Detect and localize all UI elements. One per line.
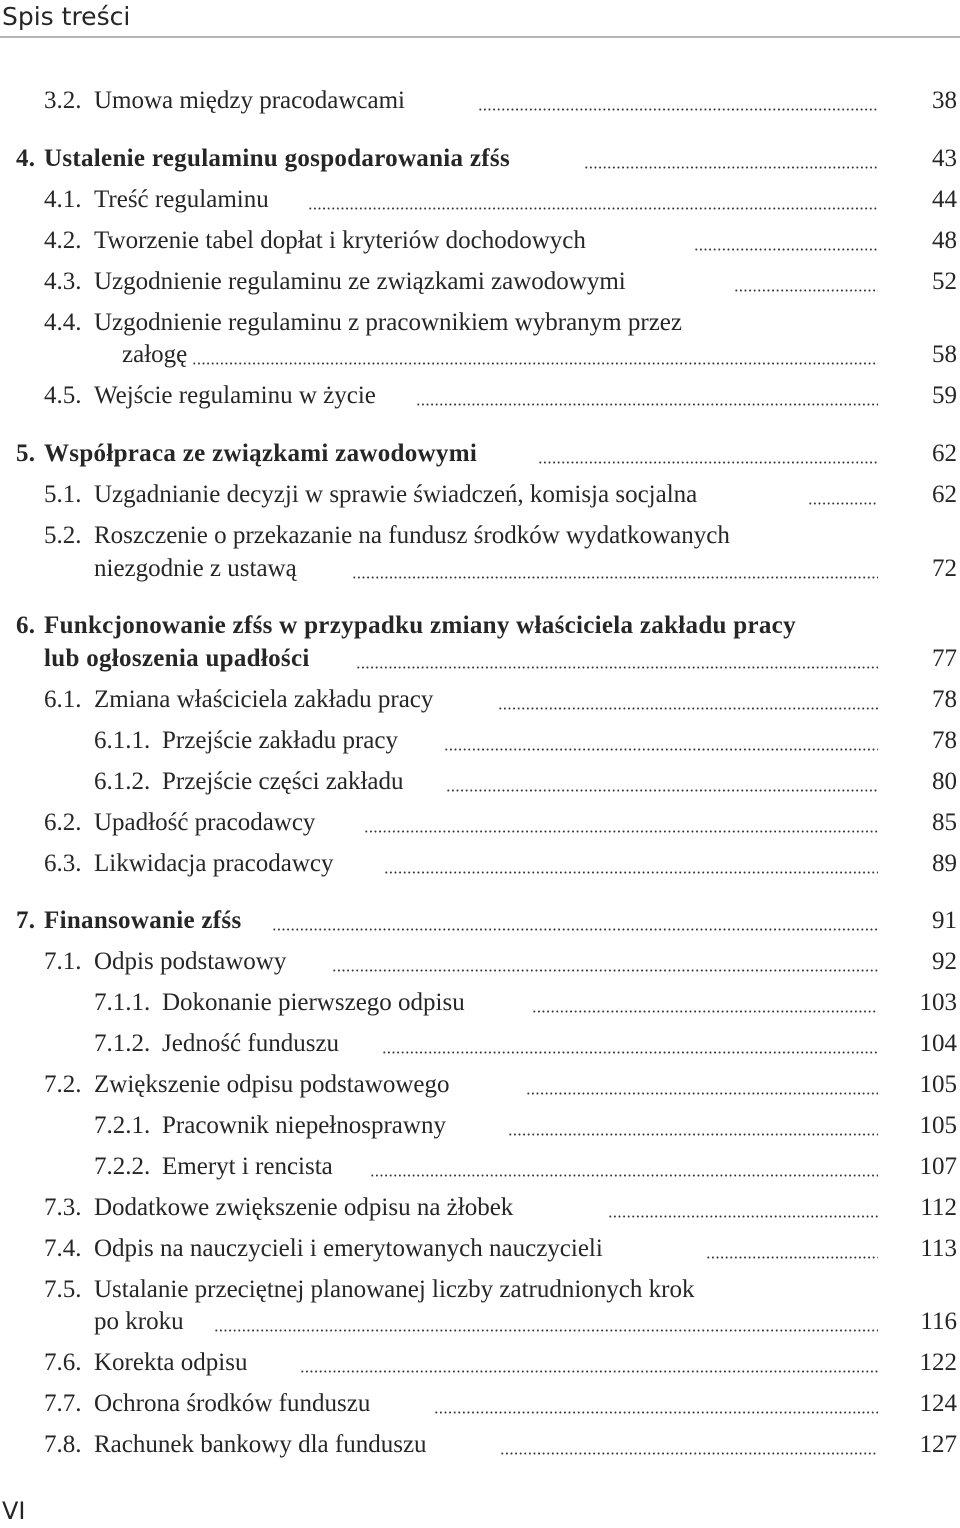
toc-entry-page: 104 (919, 1030, 957, 1057)
toc-entry-title: Odpis podstawowy (94, 948, 287, 975)
dot-leader (444, 748, 878, 751)
toc-chapter (0, 437, 960, 471)
toc-entry-page: 112 (920, 1194, 957, 1221)
toc-entry (0, 1387, 960, 1421)
dot-leader (808, 502, 878, 505)
toc-entry-continuation (0, 338, 960, 372)
toc-entry-number: 5.2. (44, 522, 82, 549)
toc-entry (0, 478, 960, 512)
toc-entry-page: 92 (932, 948, 957, 975)
toc-entry (0, 1150, 960, 1184)
toc-entry (0, 724, 960, 758)
toc-entry-title: Rachunek bankowy dla funduszu (94, 1431, 427, 1458)
toc-entry (0, 519, 960, 553)
toc-entry-continuation (0, 552, 960, 586)
toc-entry-number: 6.3. (44, 850, 82, 877)
toc-entry-number: 6.2. (44, 809, 82, 836)
toc-chapter (0, 904, 960, 938)
toc-entry-page: 59 (932, 382, 957, 409)
dot-leader (498, 707, 878, 710)
toc-entry-continuation (0, 1305, 960, 1339)
toc-entry-number: 7.4. (44, 1235, 82, 1262)
toc-entry-title: Upadłość pracodawcy (94, 809, 316, 836)
toc-entry-page: 38 (932, 87, 957, 114)
dot-leader (508, 1133, 878, 1136)
toc-entry-continuation (0, 642, 960, 676)
dot-leader (332, 969, 878, 972)
toc-entry-number: 4.1. (44, 186, 82, 213)
toc-entry-number: 7.2. (44, 1071, 82, 1098)
toc-entry (0, 306, 960, 340)
toc-entry-title: Dodatkowe zwiększenie odpisu na żłobek (94, 1194, 514, 1221)
toc-entry-number: 6. (16, 612, 36, 639)
toc-entry-page: 52 (932, 268, 957, 295)
dot-leader (500, 1452, 878, 1455)
toc-entry (0, 1273, 960, 1307)
toc-entry-number: 4.4. (44, 309, 82, 336)
toc-entry-title: Współpraca ze związkami zawodowymi (44, 440, 478, 467)
dot-leader (608, 1215, 878, 1218)
dot-leader (538, 461, 878, 464)
toc-entry-page: 124 (919, 1390, 957, 1417)
toc-entry-number: 6.1. (44, 686, 82, 713)
toc-entry-number: 7. (16, 907, 36, 934)
toc-entry-page: 80 (932, 768, 957, 795)
toc-entry-title-line2: po kroku (94, 1308, 184, 1335)
dot-leader (382, 1051, 878, 1054)
toc-entry-number: 4.2. (44, 227, 82, 254)
toc-entry (0, 265, 960, 299)
toc-entry (0, 183, 960, 217)
toc-entry-page: 72 (932, 555, 957, 582)
toc-entry-title: Finansowanie zfśs (44, 907, 242, 934)
toc-entry-title: Ustalenie regulaminu gospodarowania zfśs (44, 145, 510, 172)
page-number-footer: VI (2, 1497, 26, 1525)
toc-entry-page: 78 (932, 727, 957, 754)
toc-entry-number: 4. (16, 145, 36, 172)
toc-entry-title: Umowa między pracodawcami (94, 87, 405, 114)
toc-entry-page: 105 (919, 1112, 957, 1139)
dot-leader (706, 1256, 878, 1259)
toc-entry-number: 5.1. (44, 481, 82, 508)
toc-entry (0, 945, 960, 979)
toc-entry-title: Ustalanie przeciętnej planowanej liczby zatrudnionych krok (94, 1276, 695, 1303)
toc-entry-title: Przejście zakładu pracy (162, 727, 398, 754)
toc-entry-page: 85 (932, 809, 957, 836)
toc-entry-page: 89 (932, 850, 957, 877)
dot-leader (584, 166, 878, 169)
dot-leader (384, 871, 878, 874)
toc-entry (0, 683, 960, 717)
toc-entry-page: 62 (932, 440, 957, 467)
toc-entry-title: Uzgodnienie regulaminu z pracownikiem wybranym przez (94, 309, 682, 336)
toc-entry-page: 62 (932, 481, 957, 508)
toc-entry (0, 1068, 960, 1102)
toc-entry-number: 3.2. (44, 87, 82, 114)
toc-entry-title: Roszczenie o przekazanie na fundusz środków wydatkowanych (94, 522, 730, 549)
toc-entry-title: Zwiększenie odpisu podstawowego (94, 1071, 450, 1098)
toc-entry-number: 6.1.2. (94, 768, 151, 795)
dot-leader (694, 248, 878, 251)
toc-entry (0, 1191, 960, 1225)
toc-entry-page: 58 (932, 341, 957, 368)
dot-leader (434, 1411, 878, 1414)
toc-entry-number: 7.1. (44, 948, 82, 975)
toc-entry-title: Uzgadnianie decyzji w sprawie świadczeń, komisja socjalna (94, 481, 698, 508)
toc-entry-number: 7.1.2. (94, 1030, 151, 1057)
toc-entry (0, 379, 960, 413)
toc-entry-page: 44 (932, 186, 957, 213)
toc-entry-title: Treść regulaminu (94, 186, 269, 213)
toc-entry-number: 7.6. (44, 1349, 82, 1376)
dot-leader (446, 789, 878, 792)
dot-leader (532, 1010, 878, 1013)
toc-entry-title: Odpis na nauczycieli i emerytowanych nauczycieli (94, 1235, 603, 1262)
toc-entry-number: 7.8. (44, 1431, 82, 1458)
toc-entry (0, 847, 960, 881)
dot-leader (192, 362, 878, 365)
toc-entry-title: Uzgodnienie regulaminu ze związkami zawodowymi (94, 268, 626, 295)
toc-entry (0, 84, 960, 118)
dot-leader (300, 1370, 878, 1373)
dot-leader (352, 576, 878, 579)
toc-entry-number: 7.2.2. (94, 1153, 151, 1180)
toc-entry-title-line2: załogę (122, 341, 188, 368)
toc-entry-title: Dokonanie pierwszego odpisu (162, 989, 465, 1016)
toc-entry-page: 122 (919, 1349, 957, 1376)
toc-entry (0, 224, 960, 258)
toc-entry-number: 7.7. (44, 1390, 82, 1417)
toc-entry-page: 116 (920, 1308, 957, 1335)
toc-entry (0, 1232, 960, 1266)
toc-entry-title: Emeryt i rencista (162, 1153, 333, 1180)
toc-entry-title: Pracownik niepełnosprawny (162, 1112, 446, 1139)
toc-entry-title-line2: niezgodnie z ustawą (94, 555, 297, 582)
toc-entry-title: Ochrona środków funduszu (94, 1390, 371, 1417)
toc-entry (0, 1346, 960, 1380)
toc-entry (0, 765, 960, 799)
toc-entry (0, 1428, 960, 1462)
toc-entry-number: 7.2.1. (94, 1112, 151, 1139)
dot-leader (416, 403, 878, 406)
dot-leader (214, 1329, 878, 1332)
toc-entry-page: 48 (932, 227, 957, 254)
toc-entry-title: Funkcjonowanie zfśs w przypadku zmiany właściciela zakładu pracy (44, 612, 796, 639)
toc-entry-page: 43 (932, 145, 957, 172)
dot-leader (364, 830, 878, 833)
toc-entry-page: 107 (919, 1153, 957, 1180)
dot-leader (370, 1174, 878, 1177)
toc-entry (0, 806, 960, 840)
toc-entry-title-line2: lub ogłoszenia upadłości (44, 645, 310, 672)
toc-entry (0, 986, 960, 1020)
toc-entry-number: 4.3. (44, 268, 82, 295)
toc-entry-page: 91 (932, 907, 957, 934)
toc-entry-number: 7.3. (44, 1194, 82, 1221)
toc-entry-page: 105 (919, 1071, 957, 1098)
dot-leader (308, 207, 878, 210)
page-header-title: Spis treści (2, 2, 131, 31)
toc-entry-number: 7.1.1. (94, 989, 151, 1016)
toc-entry-page: 77 (932, 645, 957, 672)
toc-entry-title: Korekta odpisu (94, 1349, 248, 1376)
toc-entry (0, 1027, 960, 1061)
toc-chapter (0, 609, 960, 643)
dot-leader (356, 666, 878, 669)
toc-entry-page: 113 (920, 1235, 957, 1262)
dot-leader (734, 289, 878, 292)
dot-leader (272, 928, 878, 931)
dot-leader (526, 1092, 878, 1095)
toc-entry-page: 103 (919, 989, 957, 1016)
toc-entry-title: Wejście regulaminu w życie (94, 382, 376, 409)
toc-chapter (0, 142, 960, 176)
dot-leader (478, 108, 878, 111)
toc-entry-title: Zmiana właściciela zakładu pracy (94, 686, 434, 713)
toc-entry-title: Jedność funduszu (162, 1030, 340, 1057)
toc-entry-number: 4.5. (44, 382, 82, 409)
toc-entry-number: 5. (16, 440, 36, 467)
toc-entry-title: Tworzenie tabel dopłat i kryteriów dochodowych (94, 227, 586, 254)
toc-entry-title: Przejście części zakładu (162, 768, 404, 795)
toc-entry-number: 6.1.1. (94, 727, 151, 754)
toc-entry-number: 7.5. (44, 1276, 82, 1303)
toc-entry-page: 78 (932, 686, 957, 713)
toc-entry-page: 127 (919, 1431, 957, 1458)
toc-entry (0, 1109, 960, 1143)
toc-entry-title: Likwidacja pracodawcy (94, 850, 334, 877)
